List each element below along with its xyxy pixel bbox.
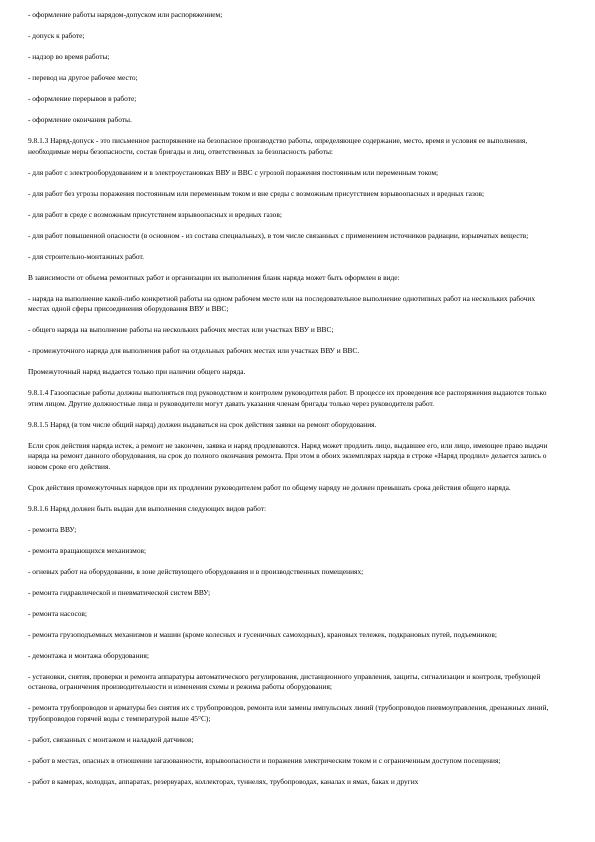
paragraph: - работ в местах, опасных в отношении загазованности, взрывоопасности и поражения электрическим током и с ограниченным доступом посещения; (28, 755, 501, 765)
paragraph: - ремонта ВВУ; (28, 524, 77, 534)
paragraph: - промежуточного наряда для выполнения работ на отдельных рабочих местах или участках ВВУ и ВВС. (28, 346, 360, 355)
paragraph: Срок действия промежуточных нарядов при их продлении руководителем работ по общему наряду не должен превышать срока действия общего наряда. (28, 482, 511, 492)
paragraph: - для работ без угрозы поражения постоянным или переменным током и вне среды с возможным присутствием взрывоопасных и вредных газов; (28, 188, 485, 198)
paragraph: - ремонта вращающихся механизмов; (28, 545, 147, 555)
paragraph: - общего наряда на выполнение работы на нескольких рабочих местах или участках ВВУ и ВВС; (28, 325, 334, 334)
paragraph: - ремонта гидравлической и пневматической систем ВВУ; (28, 587, 211, 597)
paragraph: - демонтажа и монтажа оборудования; (28, 650, 149, 660)
paragraph: - наряда на выполнение какой-либо конкретной работы на одном рабочем месте или на последовательное выполнение однотипных работ на нескольких рабочих местах одной сферы присоединения оборудования ВВУ и ВВС; (28, 293, 536, 313)
paragraph: - установки, снятия, проверки и ремонта аппаратуры автоматического регулирования, дистанционного управления, защиты, сигнализации и контроля, требующей останова, ограничения производительности и изменения схемы и режима работы оборудования; (28, 671, 541, 691)
paragraph: - для строительно-монтажных работ. (28, 251, 144, 261)
paragraph: - ремонта трубопроводов и арматуры без снятия их с трубопроводов, ремонта или замены импульсных линий (трубопроводов пневмоуправления, дренажных линий, трубопроводов горячей воды с температурой выше 45°С); (28, 703, 549, 723)
paragraph: - допуск к работе; (28, 31, 85, 40)
paragraph: - ремонта насосов; (28, 608, 87, 618)
paragraph: - надзор во время работы; (28, 52, 110, 61)
paragraph: - для работ с электрооборудованием и в электроустановках ВВУ и ВВС с угрозой поражения постоянным или переменным током; (28, 167, 439, 177)
paragraph: 9.8.1.4 Газоопасные работы должны выполняться под руководством и контролем руководителя работ. В процессе их проведения все распоряжения выдаются только этим лицом. Другие должностные лица и руководители могут давать указания членам бригады только через руководителя работ. (28, 388, 547, 408)
paragraph: - оформление окончания работы. (28, 115, 132, 124)
paragraph: - оформление перерывов в работе; (28, 94, 137, 103)
paragraph: - работ в камерах, колодцах, аппаратах, резервуарах, коллекторах, туннелях, трубопроводах, каналах и ямах, баках и других (28, 776, 419, 786)
paragraph: Промежуточный наряд выдается только при наличии общего наряда. (28, 367, 246, 376)
paragraph: - работ, связанных с монтажом и наладкой датчиков; (28, 734, 194, 744)
paragraph: - для работ в среде с возможным присутствием взрывоопасных и вредных газов; (28, 209, 282, 219)
paragraph: - перевод на другое рабочее место; (28, 73, 138, 82)
paragraph: 9.8.1.3 Наряд-допуск - это письменное распоряжение на безопасное производство работы, определяющее содержание, место, время и условия ее выполнения, необходимые меры безопасности, состав бригады и лиц, ответственных за безопасность работы: (28, 136, 528, 156)
paragraph: - огневых работ на оборудовании, в зоне действующего оборудования и в производственных помещениях; (28, 566, 364, 576)
paragraph: - для работ повышенной опасности (в основном - из состава специальных), в том числе связанных с применением источников радиации, взрывчатых веществ; (28, 230, 529, 240)
paragraph: Если срок действия наряда истек, а ремонт не закончен, заявка и наряд продлеваются. Наряд может продлить лицо, выдавшее его, или лицо, имеющее право выдачи наряда на ремонт данного оборудования, на срок до полного окончания ремонта. При этом в обоих экземплярах наряда в строке «Наряд продлил» делается запись о новом сроке его действия. (28, 440, 548, 471)
paragraph: - ремонта грузоподъемных механизмов и машин (кроме колесных и гусеничных самоходных), крановых тележек, подкрановых путей, подъемников; (28, 629, 497, 639)
paragraph: 9.8.1.6 Наряд должен быть выдан для выполнения следующих видов работ: (28, 503, 267, 513)
paragraph: - оформление работы нарядом-допуском или распоряжением; (28, 10, 223, 19)
paragraph: В зависимости от объема ремонтных работ и организации их выполнения бланк наряда может быть оформлен в виде: (28, 272, 400, 282)
paragraph: 9.8.1.5 Наряд (в том числе общий наряд) должен выдаваться на срок действия заявки на ремонт оборудования. (28, 419, 377, 429)
